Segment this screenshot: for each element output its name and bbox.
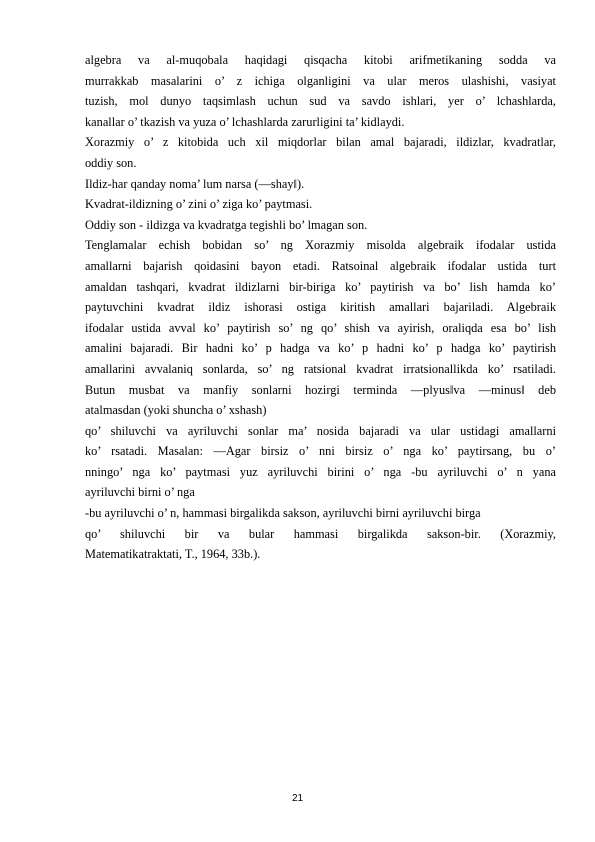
text-line: Butun musbat va manfiy sonlarni hozirgi terminda ―plyus‖va ―minus‖ deb — [85, 382, 556, 397]
text-line: amallarini avvalaniq sonlarda, so’ ng ratsional kvadrat irratsionallikda ko’ rsatiladi. — [85, 361, 556, 376]
text-line: amaldan tashqari, kvadrat ildizlarni bir-biriga ko’ paytirish va bo’ lish hamda ko’ — [85, 279, 556, 294]
text-line: -bu ayriluvchi o’ n, hammasi birgalikda sakson, ayriluvchi birni ayriluvchi birga — [85, 506, 481, 521]
text-line: ko’ rsatadi. Masalan: ―Agar birsiz o’ nni birsiz o’ nga ko’ paytirsang, bu o’ — [85, 444, 556, 459]
text-line: murrakkab masalarini o’ z ichiga olganligini va ular meros ulashishi, vasiyat — [85, 73, 556, 88]
text-line: kanallar o’ tkazish va yuza o’ lchashlarda zarurligini ta’ kidlaydi. — [85, 114, 405, 129]
text-line: paytuvchini kvadrat ildiz ishorasi ostiga kiritish amallari bajariladi. Algebraik — [85, 300, 556, 315]
text-line: amalini bajaradi. Bir hadni ko’ p hadga va ko’ p hadni ko’ p hadga ko’ paytirish — [85, 341, 556, 356]
text-line: Kvadrat-ildizning o’ zini o’ ziga ko’ paytmasi. — [85, 197, 313, 212]
text-line: Matematikatraktati, T., 1964, 33b.). — [85, 547, 261, 562]
text-line: ifodalar ustida avval ko’ paytirish so’ ng qo’ shish va ayirish, oraliqda esa bo’ lish — [85, 320, 556, 335]
text-block — [85, 50, 556, 565]
text-line: amallarni bajarish qoidasini bayon etadi. Ratsoinal algebraik ifodalar ustida turt — [85, 258, 556, 273]
text-line: ayriluvchi birni o’ nga — [85, 485, 195, 500]
text-line: Ildiz-har qanday noma’ lum narsa (―shay‖). — [85, 176, 305, 191]
page-number: 21 — [291, 793, 304, 804]
text-line: nningo’ nga ko’ paytmasi yuz ayriluvchi birini o’ nga -bu ayriluvchi o’ n yana — [85, 464, 556, 479]
text-line: atalmasdan (yoki shuncha o’ xshash) — [85, 403, 267, 418]
text-line: algebra va al-muqobala haqidagi qisqacha kitobi arifmetikaning sodda va — [85, 53, 556, 67]
document-body — [85, 50, 556, 565]
text-line: Tenglamalar echish bobidan so’ ng Xorazmiy misolda algebraik ifodalar ustida — [85, 238, 556, 253]
text-line: qo’ shiluvchi bir va bular hammasi birgalikda sakson-bir. (Xorazmiy, — [85, 526, 556, 541]
text-line: tuzish, mol dunyo taqsimlash uchun sud va savdo ishlari, yer o’ lchashlarda, — [85, 94, 556, 109]
text-line: Xorazmiy o’ z kitobida uch xil miqdorlar bilan amal bajaradi, ildizlar, kvadratlar, — [85, 135, 556, 150]
text-line: Oddiy son - ildizga va kvadratga tegishli bo’ lmagan son. — [85, 217, 368, 232]
text-line: qo’ shiluvchi va ayriluvchi sonlar ma’ nosida bajaradi va ular ustidagi amallarni — [85, 423, 556, 438]
text-line: oddiy son. — [85, 155, 137, 170]
